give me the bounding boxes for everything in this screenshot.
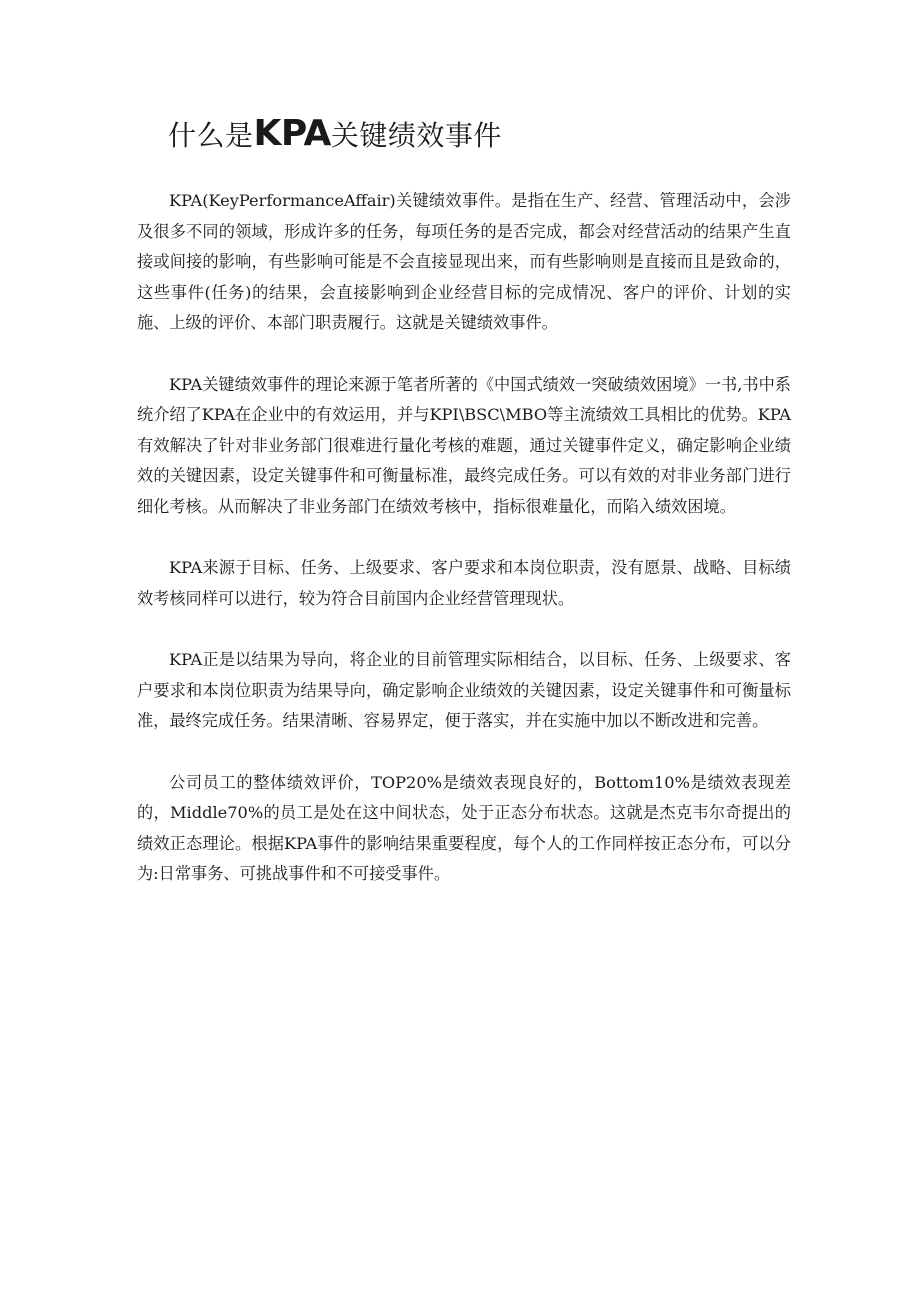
- title-suffix: 关键绩效事件: [330, 119, 502, 152]
- paragraph-kpa-origin: KPA来源于目标、任务、上级要求、客户要求和本岗位职责，没有愿景、战略、目标绩效考核同样可以进行，较为符合目前国内企业经营管理现状。: [137, 558, 791, 608]
- title-prefix: 什么是: [168, 119, 254, 152]
- paragraph-result-oriented: KPA正是以结果为导向，将企业的目前管理实际相结合，以目标、任务、上级要求、客户要求和本岗位职责为结果导向，确定影响企业绩效的关键因素，设定关键事件和可衡量标准，最终完成任务。结果清晰、容易界定，便于落实，并在实施中加以不断改进和完善。: [137, 650, 791, 730]
- paragraph-normal-distribution: 公司员工的整体绩效评价，TOP20%是绩效表现良好的，Bottom10%是绩效表现差的，Middle70%的员工是处在这中间状态，处于正态分布状态。这就是杰克韦尔奇提出的绩效正态理论。根据KPA事件的影响结果重要程度，每个人的工作同样按正态分布，可以分为:日常事务、可挑战事件和不可接受事件。: [137, 772, 791, 883]
- paragraph-definition: KPA(KeyPerformanceAffair)关键绩效事件。是指在生产、经营、管理活动中，会涉及很多不同的领域，形成许多的任务，每项任务的是否完成，都会对经营活动的结果产生直接或间接的影响，有些影响可能是不会直接显现出来，而有些影响则是直接而且是致命的，这些事件(任务)的结果，会直接影响到企业经营目标的完成情况、客户的评价、计划的实施、上级的评价、本部门职责履行。这就是关键绩效事件。: [137, 191, 791, 332]
- paragraph-theory-source: KPA关键绩效事件的理论来源于笔者所著的《中国式绩效一突破绩效困境》一书,书中系统介绍了KPA在企业中的有效运用，并与KPI\BSC\MBO等主流绩效工具相比的优势。KPA有效解决了针对非业务部门很难进行量化考核的难题，通过关键事件定义，确定影响企业绩效的关键因素，设定关键事件和可衡量标准，最终完成任务。可以有效的对非业务部门进行细化考核。从而解决了非业务部门在绩效考核中，指标很难量化，而陷入绩效困境。: [137, 374, 791, 516]
- document-body: [137, 186, 791, 921]
- document-title: [168, 112, 502, 158]
- title-kpa: KPA: [253, 113, 331, 154]
